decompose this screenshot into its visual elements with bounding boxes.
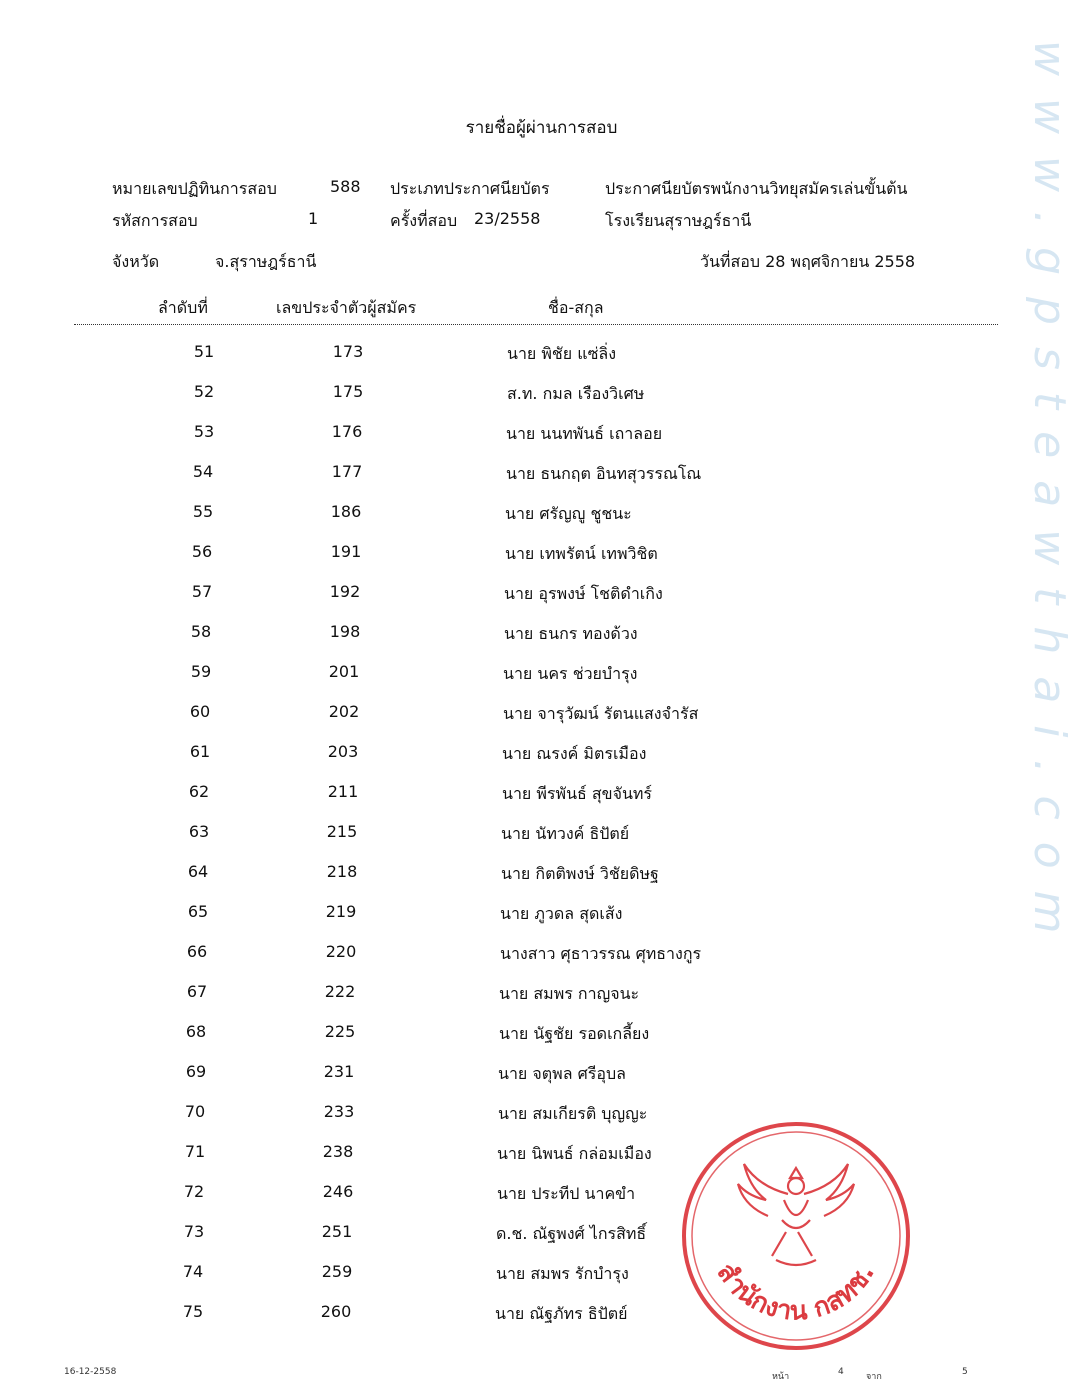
applicant-id: 238 (322, 1142, 354, 1161)
applicant-name: นาย ธนกร ทองด้วง (504, 624, 638, 643)
applicant-id: 211 (327, 782, 359, 801)
row-number: 51 (193, 342, 215, 361)
print-date: 16-12-2558 (64, 1367, 117, 1377)
applicant-name: นาย นคร ช่วยบำรุง (503, 664, 638, 683)
row-number: 62 (188, 782, 210, 801)
province-label: จังหวัด (112, 252, 160, 271)
table-row (0, 822, 1000, 846)
applicant-id: 231 (323, 1062, 355, 1081)
applicant-name: นาย นนทพันธ์ เถาลอย (506, 424, 663, 443)
table-row (0, 382, 1000, 406)
applicant-name: นางสาว ศุธาวรรณ ศุทธางกูร (500, 944, 702, 963)
applicant-id: 222 (324, 982, 356, 1001)
of-label: จาก (866, 1372, 882, 1382)
type-value: ประกาศนียบัตรพนักงานวิทยุสมัครเล่นขั้นต้น (605, 179, 908, 198)
applicant-name: นาย จารุวัฒน์ รัตนแสงจำรัส (503, 704, 699, 723)
applicant-id: 176 (331, 422, 363, 441)
table-row (0, 582, 1000, 606)
row-number: 59 (190, 662, 212, 681)
table-row (0, 1062, 1000, 1086)
applicant-id: 198 (329, 622, 361, 641)
row-number: 56 (191, 542, 213, 561)
row-number: 60 (189, 702, 211, 721)
applicant-id: 220 (325, 942, 357, 961)
column-header-name: ชื่อ-สกุล (548, 298, 604, 317)
row-number: 75 (182, 1302, 204, 1321)
garuda-seal-icon (680, 1120, 912, 1352)
applicant-id: 251 (321, 1222, 353, 1241)
table-row (0, 422, 1000, 446)
applicant-id: 173 (332, 342, 364, 361)
applicant-name: นาย สมพร กาญจนะ (499, 984, 640, 1003)
applicant-id: 233 (323, 1102, 355, 1121)
page-label: หน้า (772, 1372, 790, 1382)
applicant-name: นาย นัทวงค์ ธิปัตย์ (501, 824, 630, 843)
applicant-name: นาย อุรพงษ์ โชติดำเกิง (504, 584, 663, 603)
page-title: รายชื่อผู้ผ่านการสอบ (465, 118, 618, 138)
applicant-id: 218 (326, 862, 358, 881)
applicant-name: นาย กิตติพงษ์ วิชัยดิษฐ (501, 864, 659, 883)
applicant-id: 175 (332, 382, 364, 401)
applicant-name: ส.ท. กมล เรืองวิเศษ (507, 384, 645, 403)
table-row (0, 702, 1000, 726)
applicant-name: นาย ณัฐภัทร ธิปัตย์ (495, 1304, 628, 1323)
table-row (0, 942, 1000, 966)
column-header-id: เลขประจำตัวผู้สมัคร (276, 298, 417, 317)
schedule-value: 588 (330, 177, 361, 196)
table-row (0, 1022, 1000, 1046)
watermark-text: www.gpsteawthai.com (1024, 40, 1075, 956)
row-number: 74 (182, 1262, 204, 1281)
type-label: ประเภทประกาศนียบัตร (390, 179, 550, 198)
header-divider (74, 324, 998, 325)
applicant-id: 192 (329, 582, 361, 601)
applicant-name: นาย ณรงค์ มิตรเมือง (502, 744, 647, 763)
row-number: 69 (185, 1062, 207, 1081)
table-row (0, 862, 1000, 886)
total-pages: 5 (962, 1367, 968, 1377)
applicant-name: นาย สมพร รักบำรุง (496, 1264, 629, 1283)
seal-text: สำนักงาน กสทช. (710, 1257, 881, 1327)
table-row (0, 902, 1000, 926)
row-number: 71 (184, 1142, 206, 1161)
column-header-no: ลำดับที่ (158, 298, 208, 317)
applicant-name: นาย ประทีป นาคขำ (497, 1184, 636, 1203)
applicant-name: นาย จตุพล ศรีอุบล (498, 1064, 626, 1083)
applicant-id: 259 (321, 1262, 353, 1281)
row-number: 53 (193, 422, 215, 441)
row-number: 72 (183, 1182, 205, 1201)
table-row (0, 462, 1000, 486)
applicant-name: นาย พีรพันธ์ สุขจันทร์ (502, 784, 653, 803)
official-seal (680, 1120, 912, 1352)
round-label: ครั้งที่สอบ (390, 211, 458, 230)
row-number: 64 (187, 862, 209, 881)
row-number: 63 (188, 822, 210, 841)
page-number: 4 (838, 1367, 844, 1377)
table-row (0, 662, 1000, 686)
applicant-id: 177 (331, 462, 363, 481)
table-row (0, 982, 1000, 1006)
row-number: 70 (184, 1102, 206, 1121)
applicant-name: นาย ภูวดล สุดเส้ง (500, 904, 623, 923)
applicant-id: 191 (330, 542, 362, 561)
applicant-name: ด.ช. ณัฐพงศ์ ไกรสิทธิ์ (496, 1224, 647, 1243)
applicant-id: 203 (327, 742, 359, 761)
applicant-name: นาย ธนกฤต อินทสุวรรณโณ (506, 464, 702, 483)
row-number: 52 (193, 382, 215, 401)
venue: โรงเรียนสุราษฎร์ธานี (605, 211, 752, 230)
applicant-id: 260 (320, 1302, 352, 1321)
applicant-id: 202 (328, 702, 360, 721)
applicant-name: นาย เทพรัตน์ เทพวิชิต (505, 544, 658, 563)
table-row (0, 502, 1000, 526)
applicant-id: 215 (326, 822, 358, 841)
schedule-label: หมายเลขปฏิทินการสอบ (112, 179, 277, 198)
exam-date: วันที่สอบ 28 พฤศจิกายน 2558 (700, 252, 916, 271)
round-value: 23/2558 (474, 209, 541, 228)
applicant-name: นาย ศรัญญู ชูชนะ (505, 504, 632, 523)
row-number: 67 (186, 982, 208, 1001)
row-number: 61 (189, 742, 211, 761)
applicant-name: นาย พิชัย แซ่ลิ่ง (507, 344, 617, 363)
table-row (0, 742, 1000, 766)
table-row (0, 342, 1000, 366)
table-row (0, 622, 1000, 646)
table-row (0, 782, 1000, 806)
exam-code-value: 1 (308, 209, 319, 228)
row-number: 65 (187, 902, 209, 921)
row-number: 54 (192, 462, 214, 481)
applicant-id: 219 (325, 902, 357, 921)
row-number: 66 (186, 942, 208, 961)
exam-code-label: รหัสการสอบ (112, 211, 198, 230)
row-number: 73 (183, 1222, 205, 1241)
applicant-name: นาย นัฐชัย รอดเกลี้ยง (499, 1024, 650, 1043)
province-value: จ.สุราษฎร์ธานี (215, 252, 317, 271)
applicant-id: 186 (330, 502, 362, 521)
table-row (0, 542, 1000, 566)
applicant-name: นาย สมเกียรติ บุญญะ (498, 1104, 648, 1123)
applicant-name: นาย นิพนธ์ กล่อมเมือง (497, 1144, 652, 1163)
row-number: 57 (191, 582, 213, 601)
applicant-id: 246 (322, 1182, 354, 1201)
applicant-id: 201 (328, 662, 360, 681)
applicant-id: 225 (324, 1022, 356, 1041)
row-number: 58 (190, 622, 212, 641)
row-number: 68 (185, 1022, 207, 1041)
row-number: 55 (192, 502, 214, 521)
